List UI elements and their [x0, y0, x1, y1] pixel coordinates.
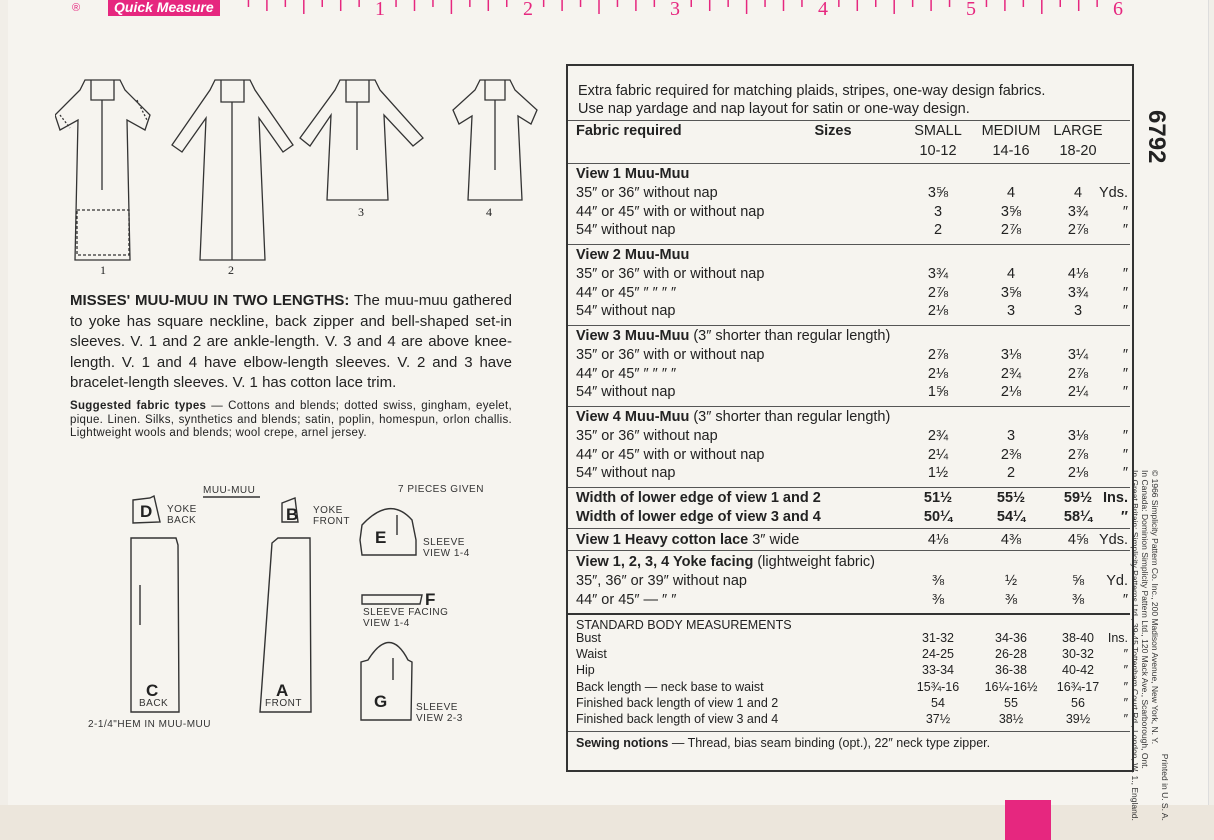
piece-f-label — [363, 607, 448, 629]
section-note: (lightweight fabric) — [753, 554, 876, 570]
view-section-title — [568, 327, 1134, 346]
copyright-line: In Great Britain: Simplicity Patterns Ltd., 39-45 Tottenham Court Rd., London, W. 1., England. — [1130, 470, 1140, 821]
section-title — [576, 531, 799, 550]
chart-row — [568, 302, 1134, 321]
size-name: MEDIUM — [981, 123, 1041, 139]
value-small: 1½ — [927, 465, 949, 482]
value-large: ⅝ — [1071, 573, 1085, 589]
row-label: Width of lower edge of view 1 and 2 — [576, 490, 821, 506]
value-small: 1⅝ — [927, 384, 949, 401]
row-label: Finished back length of view 3 and 4 — [576, 712, 779, 726]
divider — [568, 406, 1130, 407]
value-small: 2⅞ — [927, 284, 949, 301]
section-note: (3″ shorter than regular length) — [689, 328, 891, 344]
unit: ″ — [1122, 446, 1128, 463]
section-title — [576, 553, 875, 572]
value-large: 56 — [1071, 695, 1085, 710]
section-title-bold: View 1, 2, 3, 4 Yoke facing — [576, 554, 754, 570]
unit: Ins. — [1103, 490, 1128, 506]
unit: Yds. — [1098, 185, 1128, 201]
piece-a-name: FRONT — [265, 698, 302, 709]
unit: ″ — [1122, 428, 1128, 444]
view-4-drawing — [453, 80, 537, 200]
view-2-drawing — [172, 80, 293, 260]
piece-f-name: SLEEVE FACING — [363, 607, 449, 618]
piece-d-name: YOKE — [167, 504, 197, 515]
row-label: 44″ or 45″ ″ ″ ″ ″ — [576, 365, 677, 382]
divider — [568, 613, 1130, 615]
lace-note: 3″ wide — [748, 532, 800, 548]
fabrics-title: Suggested fabric types — [70, 400, 207, 412]
value-medium: ⅜ — [1004, 592, 1018, 608]
value-medium: 2⅜ — [1000, 446, 1022, 463]
view-label-2: 2 — [228, 263, 234, 277]
yardage-chart — [566, 64, 1134, 772]
row-label: 54″ without nap — [576, 303, 676, 320]
sizes-label: Sizes — [814, 123, 852, 139]
pieces-heading: MUU-MUU — [203, 485, 256, 496]
row-label: 44″ or 45″ — ″ ″ — [576, 592, 677, 608]
value-small: ⅜ — [931, 592, 945, 608]
value-medium: 3 — [1006, 428, 1016, 444]
piece-g-letter: G — [374, 692, 388, 711]
value-medium: 34-36 — [995, 631, 1027, 645]
color-register-mark — [1005, 800, 1051, 840]
divider — [568, 528, 1130, 529]
row-label: Finished back length of view 1 and 2 — [576, 695, 779, 710]
value-medium: 2¾ — [1000, 365, 1022, 382]
width-row — [568, 489, 1134, 508]
row-label: Width of lower edge of view 3 and 4 — [576, 509, 821, 525]
value-medium: 4 — [1006, 266, 1016, 282]
row-label: Back length — neck base to waist — [576, 679, 764, 694]
value-small: 37½ — [925, 712, 951, 726]
value-medium: 4⅜ — [1000, 532, 1022, 548]
value-large: 2⅞ — [1067, 365, 1089, 382]
piece-d-sub: BACK — [167, 515, 197, 526]
unit: ″ — [1122, 284, 1128, 301]
piece-e-sub: VIEW 1-4 — [423, 548, 470, 559]
unit: Ins. — [1107, 631, 1128, 645]
value-medium: 2⅛ — [1000, 384, 1022, 401]
copyright-notice — [1130, 470, 1170, 821]
section-title — [576, 408, 890, 427]
chart-row — [568, 184, 1134, 203]
intro-line: Use nap yardage and nap layout for satin or one-way design. — [578, 101, 970, 117]
piece-f-shape — [362, 595, 422, 604]
value-large: ⅜ — [1071, 592, 1085, 608]
value-large: 3¼ — [1067, 347, 1089, 363]
value-medium: 26-28 — [995, 647, 1027, 662]
copyright-line: © 1966 Simplicity Pattern Co. Inc., 200 Madison Avenue, New York, N. Y. — [1150, 470, 1160, 745]
piece-e-name: SLEEVE — [423, 537, 465, 548]
unit: ″ — [1123, 695, 1128, 710]
divider — [568, 120, 1130, 121]
value-medium: 55 — [1004, 695, 1018, 710]
row-label: Hip — [576, 663, 595, 678]
section-title-bold: View 4 Muu-Muu — [576, 409, 690, 425]
value-medium: 2 — [1006, 465, 1016, 482]
value-large: 38-40 — [1062, 631, 1094, 645]
value-large: 3¾ — [1067, 284, 1089, 301]
fabrics-body: — Cottons and blends; dotted swiss, gingham, eyelet, pique. Linen. Silks, synthetics and blends; satin, poplin, homespun, orlon challis. Lightweight wools and blends; wool crepe, arnel jersey. — [70, 400, 512, 439]
value-small: 50¼ — [923, 509, 953, 525]
value-medium: 3⅝ — [1000, 284, 1022, 301]
value-large: 58¼ — [1063, 509, 1093, 525]
divider — [568, 163, 1130, 164]
notions-text — [576, 734, 990, 753]
section-note: (3″ shorter than regular length) — [689, 409, 891, 425]
hem-note: 2-1/4"HEM IN MUU-MUU — [88, 719, 211, 730]
value-small: 3¾ — [927, 266, 949, 282]
section-title — [576, 165, 689, 184]
value-small: 15¾-16 — [916, 679, 960, 694]
unit: ″ — [1122, 266, 1128, 282]
unit: ″ — [1123, 712, 1128, 726]
chart-row — [568, 591, 1134, 610]
value-large: 39½ — [1065, 712, 1091, 726]
row-label: 35″ or 36″ with or without nap — [576, 347, 765, 363]
body-measurement-row — [568, 710, 1134, 729]
lace-row — [568, 531, 1134, 550]
size-name: SMALL — [914, 123, 962, 139]
chart-row — [568, 446, 1134, 465]
divider — [568, 325, 1130, 326]
unit: ″ — [1123, 679, 1128, 694]
row-label: 35″ or 36″ without nap — [576, 185, 718, 201]
chart-row — [568, 203, 1134, 222]
value-small: 4⅛ — [927, 532, 949, 548]
section-title-bold: View 1 Muu-Muu — [576, 166, 690, 182]
section-title-bold: View 2 Muu-Muu — [576, 247, 690, 263]
pattern-description — [70, 291, 512, 394]
piece-d-letter: D — [140, 502, 153, 521]
value-large: 59½ — [1063, 490, 1093, 506]
chart-row — [568, 221, 1134, 240]
value-small: ⅜ — [931, 573, 945, 589]
value-medium: 3 — [1006, 303, 1016, 320]
description-body: The muu-muu gathered to yoke has square neckline, back zipper and bell-shaped set-in sleeves. V. 1 and 2 are ankle-length. V. 3 and 4 are above knee-length. V. 1 and 4 have elbow-length sleeves. V. 2 and 3 have bracelet-length sleeves. V. 1 has cotton lace trim. — [70, 292, 512, 391]
row-label: Waist — [576, 647, 607, 662]
value-medium: 36-38 — [995, 663, 1027, 678]
chart-row — [568, 284, 1134, 303]
chart-row — [568, 464, 1134, 483]
chart-intro — [578, 82, 1045, 118]
value-large: 40-42 — [1062, 663, 1094, 678]
value-small: 3 — [933, 203, 943, 220]
row-label: 44″ or 45″ with or without nap — [576, 446, 765, 463]
ruler-mark-1: 1 — [375, 0, 385, 20]
ruler-mark-5: 5 — [966, 0, 976, 20]
registered-mark: ® — [72, 2, 81, 14]
row-label: Bust — [576, 631, 602, 645]
body-measurements-title: STANDARD BODY MEASUREMENTS — [576, 618, 792, 632]
piece-c-name: BACK — [139, 698, 169, 709]
piece-e-letter: E — [375, 528, 387, 547]
quick-measure-label: Quick Measure — [108, 0, 220, 16]
unit: Yds. — [1098, 532, 1128, 548]
piece-g-name: SLEEVE — [416, 702, 458, 713]
unit: Yd. — [1106, 573, 1128, 589]
value-medium: ½ — [1004, 573, 1018, 589]
piece-b-sub: FRONT — [313, 516, 350, 527]
value-large: 4⅛ — [1067, 266, 1089, 282]
notions-body: — Thread, bias seam binding (opt.), 22″ neck type zipper. — [668, 736, 991, 750]
divider — [568, 731, 1130, 732]
chart-header — [568, 122, 1134, 141]
value-small: 2¾ — [927, 428, 949, 444]
copyright-line: In Canada: Dominion Simplicity Pattern Ltd., 120 Mack Ave., Scarborough, Ont. — [1140, 470, 1150, 769]
chart-row — [568, 383, 1134, 402]
ruler-mark-4: 4 — [818, 0, 828, 20]
unit: ″ — [1122, 592, 1128, 608]
ruler-ticks — [0, 0, 1214, 24]
value-large: 4 — [1073, 185, 1083, 201]
size-range: 18-20 — [1059, 143, 1097, 159]
section-title — [576, 327, 890, 346]
view-1-drawing — [55, 80, 150, 260]
row-label: 44″ or 45″ ″ ″ ″ ″ — [576, 284, 677, 301]
unit: ″ — [1122, 203, 1128, 220]
piece-a-letter: A — [276, 681, 289, 700]
piece-c-letter: C — [146, 681, 159, 700]
piece-d-label — [167, 504, 197, 526]
piece-b-name: YOKE — [313, 505, 343, 516]
chart-row — [568, 365, 1134, 384]
value-small: 2⅞ — [927, 347, 949, 363]
section-title-bold: View 3 Muu-Muu — [576, 328, 690, 344]
sewing-notions — [568, 734, 1134, 753]
value-large: 3¾ — [1067, 203, 1089, 220]
pattern-piece-diagrams — [100, 480, 500, 730]
piece-f-letter: F — [425, 590, 436, 609]
value-small: 51½ — [923, 490, 953, 506]
row-label: 35″ or 36″ without nap — [576, 428, 718, 444]
chart-row — [568, 427, 1134, 446]
value-large: 2¼ — [1067, 384, 1089, 401]
value-medium: 54¼ — [996, 509, 1026, 525]
pattern-number: 6792 — [1143, 110, 1170, 164]
view-section-title — [568, 408, 1134, 427]
unit: ″ — [1122, 222, 1128, 239]
value-small: 2¼ — [927, 446, 949, 463]
piece-e-shape — [360, 509, 416, 555]
unit: ″ — [1123, 663, 1128, 678]
row-label: 54″ without nap — [576, 384, 676, 401]
value-medium: 38½ — [998, 712, 1024, 726]
piece-f-sub: VIEW 1-4 — [363, 618, 410, 629]
size-range: 14-16 — [992, 143, 1030, 159]
view-label-1: 1 — [100, 263, 106, 277]
unit: ″ — [1123, 647, 1128, 662]
value-small: 33-34 — [922, 663, 954, 678]
ruler-mark-2: 2 — [523, 0, 533, 20]
unit: ″ — [1122, 303, 1128, 320]
piece-b-label — [313, 505, 350, 527]
value-medium: 4 — [1006, 185, 1016, 201]
unit: ″ — [1122, 384, 1128, 401]
view-label-3: 3 — [358, 205, 364, 219]
value-large: 2⅞ — [1067, 446, 1089, 463]
value-medium: 2⅞ — [1000, 222, 1022, 239]
value-large: 16¾-17 — [1056, 679, 1100, 694]
pieces-count: 7 PIECES GIVEN — [398, 484, 484, 495]
chart-row — [568, 346, 1134, 365]
notions-title: Sewing notions — [576, 736, 669, 750]
value-small: 2⅛ — [927, 365, 949, 382]
piece-b-letter: B — [286, 505, 299, 524]
piece-g-sub: VIEW 2-3 — [416, 713, 463, 724]
piece-e-label — [423, 537, 470, 559]
section-title — [576, 246, 689, 265]
lace-title: View 1 Heavy cotton lace — [576, 532, 749, 548]
yoke-section-title — [568, 553, 1134, 572]
view-section-title — [568, 246, 1134, 265]
piece-g-label — [416, 702, 463, 724]
divider — [568, 244, 1130, 245]
row-label: 44″ or 45″ with or without nap — [576, 203, 765, 220]
value-large: 30-32 — [1062, 647, 1094, 662]
divider — [568, 550, 1130, 551]
row-label: 35″, 36″ or 39″ without nap — [576, 573, 747, 589]
divider — [568, 487, 1130, 488]
copyright-line: Printed in U. S. A. — [1160, 753, 1170, 821]
value-large: 2⅛ — [1067, 465, 1089, 482]
intro-line: Extra fabric required for matching plaids, stripes, one-way design fabrics. — [578, 83, 1046, 99]
row-label: 54″ without nap — [576, 465, 676, 482]
value-small: 54 — [931, 695, 945, 710]
ruler-mark-3: 3 — [670, 0, 680, 20]
value-large: 4⅝ — [1067, 532, 1089, 548]
value-small: 2 — [933, 222, 943, 239]
row-label: 35″ or 36″ with or without nap — [576, 266, 765, 282]
view-section-title — [568, 165, 1134, 184]
unit: ″ — [1122, 365, 1128, 382]
ruler-mark-6: 6 — [1113, 0, 1123, 20]
row-label: 54″ without nap — [576, 222, 676, 239]
unit: ″ — [1122, 465, 1128, 482]
chart-row — [568, 265, 1134, 284]
value-large: 2⅞ — [1067, 222, 1089, 239]
value-medium: 16¼-16½ — [984, 679, 1038, 694]
view-3-drawing — [300, 80, 423, 200]
view-illustrations — [55, 60, 545, 280]
value-small: 31-32 — [922, 631, 954, 645]
value-medium: 55½ — [996, 490, 1026, 506]
value-small: 24-25 — [922, 647, 954, 662]
chart-header-sizes — [568, 142, 1134, 161]
unit: ″ — [1122, 347, 1128, 363]
value-small: 3⅝ — [927, 185, 949, 201]
size-range: 10-12 — [919, 143, 957, 159]
value-large: 3 — [1073, 303, 1083, 320]
description-title: MISSES' MUU-MUU IN TWO LENGTHS: — [70, 292, 350, 309]
unit: ″ — [1121, 509, 1128, 525]
fabric-required-label: Fabric required — [576, 123, 682, 139]
value-small: 2⅛ — [927, 303, 949, 320]
chart-row — [568, 572, 1134, 591]
width-row — [568, 508, 1134, 527]
view-label-4: 4 — [486, 205, 492, 219]
value-medium: 3⅝ — [1000, 203, 1022, 220]
value-medium: 3⅛ — [1000, 347, 1022, 363]
value-large: 3⅛ — [1067, 428, 1089, 444]
size-name: LARGE — [1053, 123, 1103, 139]
suggested-fabrics — [70, 400, 512, 441]
